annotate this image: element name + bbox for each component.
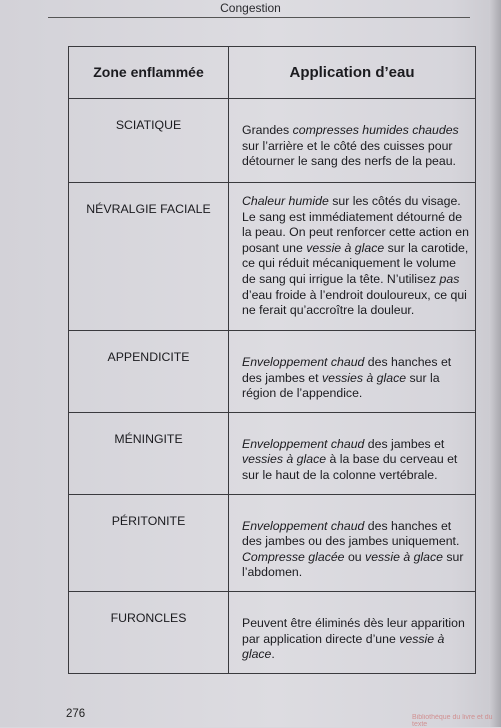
running-header: Congestion	[220, 1, 281, 15]
application-cell	[229, 183, 476, 331]
body-text: sur les côtés du visage. Le sang est immédiatement détourné de la peau. On peut renforcer cette action en posant une	[242, 194, 469, 255]
body-text: d’eau froide à l’endroit douloureux, ce qui ne ferait qu’accroître la douleur.	[242, 287, 467, 318]
body-text: sur la région de l’appendice.	[242, 370, 440, 401]
body-text: ou	[344, 549, 366, 564]
book-spine	[489, 0, 501, 727]
body-text: à la base du cerveau et sur le haut de la colonne vertébrale.	[242, 452, 458, 482]
emphasis-text: vessie à glace	[365, 549, 443, 564]
column-header-application: Application d’eau	[229, 47, 476, 99]
treatment-table	[68, 46, 476, 674]
emphasis-text: vessies à glace	[321, 370, 407, 385]
application-cell	[229, 591, 476, 673]
application-cell	[229, 494, 476, 591]
table-row	[69, 331, 476, 413]
body-text: sur la carotide, ce qui réduit mécaniquement le volume de sang qui irrigue la tête. N’utilisez	[242, 240, 469, 286]
table-row	[69, 494, 476, 591]
header-rule	[48, 17, 470, 18]
emphasis-text: Enveloppement chaud	[242, 518, 365, 533]
body-text: des hanches et des jambes ou des jambes uniquement.	[242, 518, 460, 549]
body-text: .	[271, 647, 275, 662]
zone-cell: PÉRITONITE	[69, 494, 229, 591]
zone-cell: SCIATIQUE	[69, 99, 229, 183]
table-body	[69, 99, 476, 674]
emphasis-text: Chaleur humide	[242, 194, 329, 208]
column-header-zone: Zone enflammée	[69, 47, 229, 99]
emphasis-text: pas	[439, 271, 460, 286]
zone-cell: NÉVRALGIE FACIALE	[69, 183, 229, 331]
zone-cell: FURONCLES	[69, 591, 229, 673]
table-row	[69, 412, 476, 494]
table-row	[69, 183, 476, 331]
body-text: Peuvent être éliminés dès leur apparition par application directe d’une	[242, 615, 465, 646]
table-row	[69, 591, 476, 673]
body-text: Grandes	[242, 123, 293, 137]
application-cell	[229, 412, 476, 494]
emphasis-text: vessies à glace	[242, 452, 327, 467]
emphasis-text: Enveloppement chaud	[242, 436, 365, 451]
emphasis-text: vessie à glace	[306, 240, 385, 255]
emphasis-text: compresses humides chaudes	[292, 123, 459, 137]
zone-cell: MÉNINGITE	[69, 412, 229, 494]
application-cell	[229, 99, 476, 183]
application-cell	[229, 331, 476, 413]
page-number: 276	[66, 708, 86, 720]
body-text: des jambes et	[364, 436, 445, 451]
body-text: des hanches et des jambes et	[242, 355, 452, 385]
body-text: sur l’abdomen.	[242, 549, 464, 580]
zone-cell: APPENDICITE	[69, 331, 229, 413]
emphasis-text: Enveloppement chaud	[242, 355, 365, 369]
table-row	[69, 99, 476, 183]
table-header-row	[69, 47, 476, 99]
body-text: sur l’arrière et le côté des cuisses pour détourner le sang des nerfs de la peau.	[242, 138, 456, 169]
emphasis-text: Compresse glacée	[242, 549, 345, 564]
emphasis-text: vessie à glace	[242, 631, 445, 662]
watermark: Bibliothèque du livre et du texte	[412, 714, 493, 728]
